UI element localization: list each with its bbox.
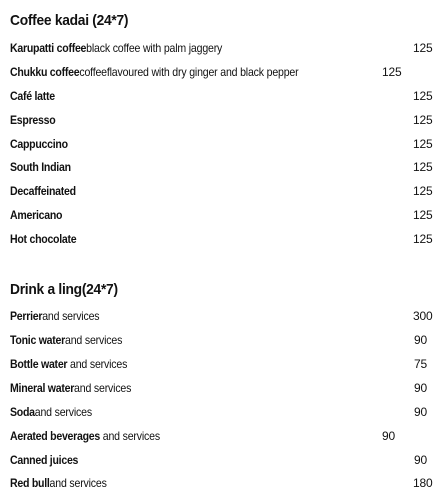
item-price: 90 <box>414 381 427 395</box>
menu-item <box>10 354 143 374</box>
menu-item <box>10 38 251 58</box>
item-price: 125 <box>413 232 433 246</box>
item-name: Hot chocolate <box>10 232 77 246</box>
item-price: 125 <box>413 89 433 103</box>
item-description: coffeeflavoured with dry ginger and black pepper <box>79 65 299 79</box>
item-price: 90 <box>414 453 427 467</box>
item-description: and services <box>100 429 160 443</box>
menu-item <box>10 86 61 106</box>
menu-item <box>10 378 148 398</box>
menu-item <box>10 473 120 493</box>
item-price: 90 <box>414 405 427 419</box>
menu-item <box>10 229 85 249</box>
item-price: 180 <box>413 476 433 490</box>
item-price: 125 <box>413 208 433 222</box>
item-name: Karupatti coffee <box>10 41 87 55</box>
item-price: 90 <box>382 429 395 443</box>
item-price: 125 <box>413 41 433 55</box>
item-name: Americano <box>10 208 63 222</box>
item-name: South Indian <box>10 160 71 174</box>
section-title-drink-a-ling: Drink a ling(24*7) <box>10 281 118 298</box>
item-price: 90 <box>414 333 427 347</box>
item-price: 125 <box>413 160 433 174</box>
item-name: Chukku coffee <box>10 65 80 79</box>
menu-item <box>10 402 103 422</box>
item-name: Canned juices <box>10 453 79 467</box>
item-description: and services <box>65 333 123 347</box>
menu-item <box>10 62 338 82</box>
item-name: Cappuccino <box>10 137 68 151</box>
item-name: Espresso <box>10 113 56 127</box>
item-price: 125 <box>413 137 433 151</box>
menu-item <box>10 181 85 201</box>
item-price: 300 <box>413 309 433 323</box>
item-name: Bottle water <box>10 357 68 371</box>
item-name: Mineral water <box>10 381 75 395</box>
item-price: 125 <box>382 65 402 79</box>
item-name: Perrier <box>10 309 43 323</box>
item-name: Café latte <box>10 89 55 103</box>
menu-item <box>10 330 137 350</box>
menu-item <box>10 110 62 130</box>
item-description: and services <box>74 381 132 395</box>
section-title-coffee-kadai: Coffee kadai (24*7) <box>10 12 129 29</box>
item-name: Soda <box>10 405 35 419</box>
menu-item <box>10 157 79 177</box>
item-description: and services <box>42 309 100 323</box>
item-description: and services <box>34 405 92 419</box>
item-price: 125 <box>413 113 433 127</box>
item-name: Red bull <box>10 476 50 490</box>
item-price: 125 <box>413 184 433 198</box>
menu-item <box>10 450 87 470</box>
item-price: 75 <box>414 357 427 371</box>
item-name: Aerated beverages <box>10 429 101 443</box>
item-description: and services <box>49 476 107 490</box>
item-description: black coffee with palm jaggery <box>86 41 223 55</box>
menu-item <box>10 205 69 225</box>
item-name: Decaffeinated <box>10 184 76 198</box>
item-name: Tonic water <box>10 333 65 347</box>
menu-item <box>10 306 112 326</box>
item-description: and services <box>67 357 128 371</box>
menu-item <box>10 426 180 446</box>
menu-item <box>10 134 76 154</box>
